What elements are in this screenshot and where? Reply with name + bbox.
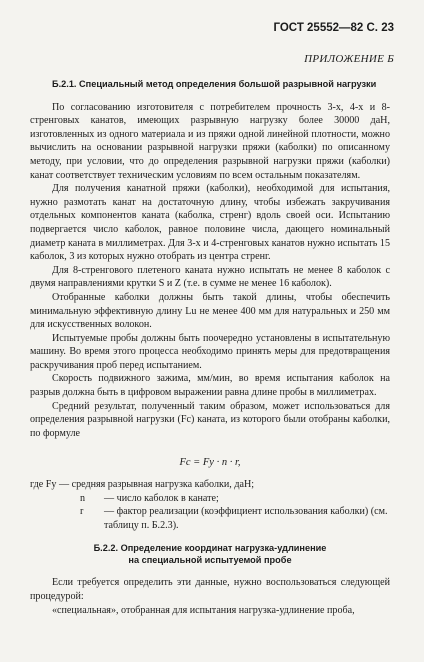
definition-row: [30, 492, 390, 506]
definition-term: где Fy: [30, 479, 57, 491]
section-title: Б.2.1. Специальный метод определения большой разрывной нагрузки: [52, 79, 377, 89]
paragraph: Средний результат, полученный таким образом, может использоваться для определения разрывной нагрузки (Fc) каната, из которого были отобраны каболки, по формуле: [30, 400, 390, 439]
definition-text: — фактор реализации (коэффициент использования каболки) (см. таблицу п. Б.2.3).: [104, 506, 388, 531]
page-header: ГОСТ 25552—82 С. 23: [273, 22, 394, 34]
paragraph: Для 8-стренгового плетеного каната нужно испытать не менее 8 каболок с двумя направлениями крутки S и Z (т.е. в сумме не менее 16 каболок).: [30, 264, 390, 290]
formula-definitions: [30, 478, 390, 532]
paragraph: Скорость подвижного зажима, мм/мин, во время испытания каболок на разрыв должна быть в цифровом выражении равна длине пробы в миллиметрах.: [30, 373, 390, 399]
definition-term: n: [80, 492, 86, 504]
page-content: [30, 78, 390, 617]
definition-row: [30, 505, 390, 532]
paragraph: Если требуется определить эти данные, нужно воспользоваться следующей процедурой:: [30, 577, 390, 602]
definition-text: где Fy — средняя разрывная нагрузка каболки, даН;: [30, 479, 255, 491]
paragraph: Отобранные каболки должны быть такой длины, чтобы обеспечить минимальную эффективную длину Lu не менее 400 мм для натуральных и 250 мм для искусственных волокон.: [30, 291, 390, 331]
subsection-title: Б.2.2. Определение координат нагрузка-удлинение на специальной испытуемой пробе: [93, 543, 327, 566]
paragraph: Для получения канатной пряжи (каболки), необходимой для испытания, нужно размотать канат на достаточную длину, чтобы избежать закручивания отдельных компонентов каната (каболка, стренг) вдоль своей оси. Испытанию подвергается число каболок, равное половине числа, дающего номинальный диаметр каната в миллиметрах. Для 3-х и 4-стренговых канатов нужно испытать 15 каболок, 3 из которых нужно отобрать из центра стренг.: [30, 183, 390, 263]
definition-term: r: [80, 506, 84, 518]
paragraph: Испытуемые пробы должны быть поочередно установлены в испытательную машину. Во время этого процесса необходимо принять меры для предотвращения раскручивания проб перед испытанием.: [30, 332, 390, 371]
appendix-label: ПРИЛОЖЕНИЕ Б: [304, 53, 394, 65]
formula: Fc = Fy · n · r,: [179, 457, 241, 469]
definition-row: [30, 478, 390, 492]
definition-text: — число каболок в канате;: [104, 492, 219, 504]
paragraph: По согласованию изготовителя с потребителем прочность 3-х, 4-х и 8-стренговых канатов, имеющих разрывную нагрузку более 30000 даН, изготовленных из одного материала и из пряжи одной линейной плотности, можно вычислить на основании разрывной нагрузки пряжи (каболки) по описанному методу, при условии, что до определения разрывной нагрузки пряжи (каболки) канат соответствует техническим условиям по всем остальным показателям.: [30, 101, 390, 181]
paragraph: «специальная», отобранная для испытания нагрузка-удлинение проба,: [52, 604, 355, 616]
